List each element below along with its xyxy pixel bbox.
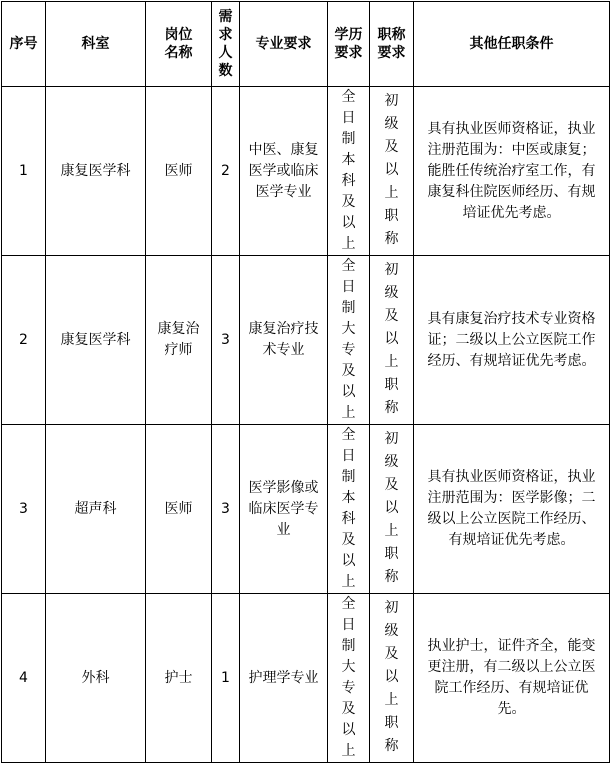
cell-count: 3 [212, 425, 240, 594]
cell-no: 1 [2, 87, 46, 256]
cell-major: 护理学专业 [240, 594, 328, 763]
cell-no: 2 [2, 256, 46, 425]
header-post: 岗位名称 [146, 2, 212, 87]
header-no: 序号 [2, 2, 46, 87]
header-dept: 科室 [46, 2, 146, 87]
cell-count: 3 [212, 256, 240, 425]
cell-count: 2 [212, 87, 240, 256]
cell-other: 执业护士，证件齐全，能变更注册，有二级以上公立医院工作经历、有规培证优先。 [414, 594, 610, 763]
cell-post: 护士 [146, 594, 212, 763]
cell-count: 1 [212, 594, 240, 763]
cell-title: 初级及以上职称 [370, 87, 414, 256]
recruitment-table [1, 1, 610, 763]
table-row [2, 594, 610, 763]
cell-title: 初级及以上职称 [370, 256, 414, 425]
header-title: 职称要求 [370, 2, 414, 87]
cell-post: 康复治疗师 [146, 256, 212, 425]
header-other: 其他任职条件 [414, 2, 610, 87]
header-edu: 学历要求 [328, 2, 370, 87]
cell-edu: 全日制本科及以上 [328, 425, 370, 594]
cell-major: 康复治疗技术专业 [240, 256, 328, 425]
cell-dept: 康复医学科 [46, 87, 146, 256]
cell-edu: 全日制本科及以上 [328, 87, 370, 256]
cell-title: 初级及以上职称 [370, 594, 414, 763]
cell-post: 医师 [146, 425, 212, 594]
table-row [2, 425, 610, 594]
cell-major: 中医、康复医学或临床医学专业 [240, 87, 328, 256]
cell-dept: 康复医学科 [46, 256, 146, 425]
cell-post: 医师 [146, 87, 212, 256]
cell-edu: 全日制大专及以上 [328, 256, 370, 425]
cell-no: 4 [2, 594, 46, 763]
cell-edu: 全日制大专及以上 [328, 594, 370, 763]
cell-other: 具有执业医师资格证，执业注册范围为：医学影像；二级以上公立医院工作经历、有规培证优先考虑。 [414, 425, 610, 594]
header-row [2, 2, 610, 87]
header-count: 需求人数 [212, 2, 240, 87]
cell-dept: 超声科 [46, 425, 146, 594]
cell-other: 具有执业医师资格证，执业注册范围为：中医或康复；能胜任传统治疗室工作，有康复科住院医师经历、有规培证优先考虑。 [414, 87, 610, 256]
cell-no: 3 [2, 425, 46, 594]
table-row [2, 87, 610, 256]
cell-other: 具有康复治疗技术专业资格证；二级以上公立医院工作经历、有规培证优先考虑。 [414, 256, 610, 425]
cell-major: 医学影像或临床医学专业 [240, 425, 328, 594]
table-row [2, 256, 610, 425]
cell-dept: 外科 [46, 594, 146, 763]
header-major: 专业要求 [240, 2, 328, 87]
cell-title: 初级及以上职称 [370, 425, 414, 594]
